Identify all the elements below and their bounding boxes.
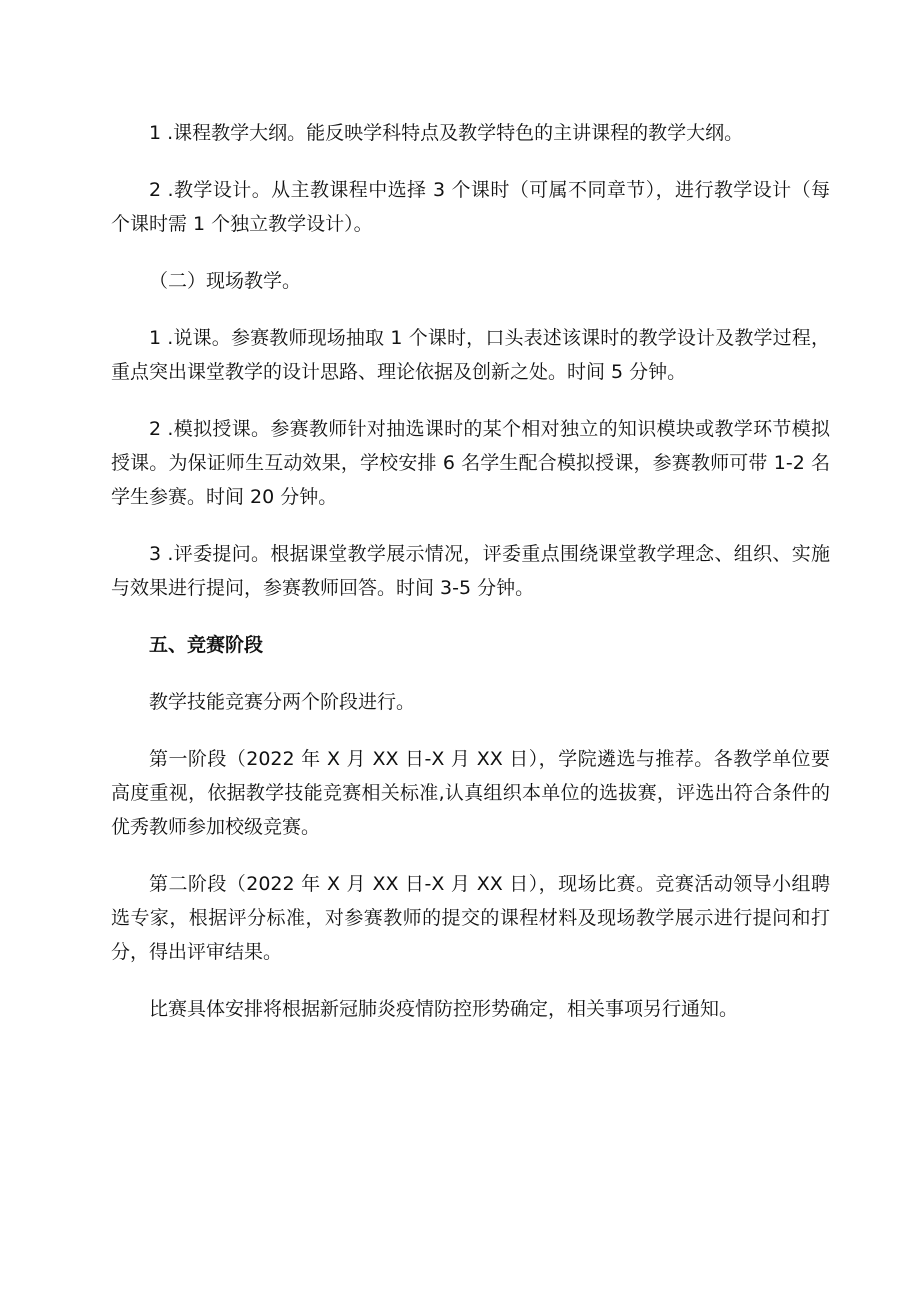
paragraph-judge-questions: 3 .评委提问。根据课堂教学展示情况，评委重点围绕课堂教学理念、组织、实施与效果进行提问，参赛教师回答。时间 3-5 分钟。: [111, 543, 830, 599]
paragraph-mock-teaching: 2 .模拟授课。参赛教师针对抽选课时的某个相对独立的知识模块或教学环节模拟授课。为保证师生互动效果，学校安排 6 名学生配合模拟授课，参赛教师可带 1-2 名学生参赛。时间 20 分钟。: [111, 418, 830, 508]
section-heading-competition-stages: 五、竞赛阶段: [149, 634, 264, 656]
paragraph-teaching-design: 2 .教学设计。从主教课程中选择 3 个课时（可属不同章节），进行教学设计（每个课时需 1 个独立教学设计）。: [111, 179, 830, 235]
paragraph-syllabus: 1 .课程教学大纲。能反映学科特点及教学特色的主讲课程的教学大纲。: [149, 122, 744, 144]
paragraph-stages-intro: 教学技能竞赛分两个阶段进行。: [149, 691, 416, 713]
paragraph-stage-two: 第二阶段（2022 年 X 月 XX 日-X 月 XX 日），现场比赛。竞赛活动领导小组聘选专家，根据评分标准，对参赛教师的提交的课程材料及现场教学展示进行提问和打分，得出评审结果。: [111, 873, 830, 963]
paragraph-schedule-note: 比赛具体安排将根据新冠肺炎疫情防控形势确定，相关事项另行通知。: [149, 998, 739, 1020]
paragraph-lecture-talk: 1 .说课。参赛教师现场抽取 1 个课时，口头表述该课时的教学设计及教学过程，重点突出课堂教学的设计思路、理论依据及创新之处。时间 5 分钟。: [111, 327, 830, 383]
paragraph-onsite-teaching-heading: （二）现场教学。: [149, 270, 302, 292]
paragraph-stage-one: 第一阶段（2022 年 X 月 XX 日-X 月 XX 日），学院遴选与推荐。各教学单位要高度重视，依据教学技能竞赛相关标准,认真组织本单位的选拔赛，评选出符合条件的优秀教师参加校级竞赛。: [111, 748, 830, 838]
